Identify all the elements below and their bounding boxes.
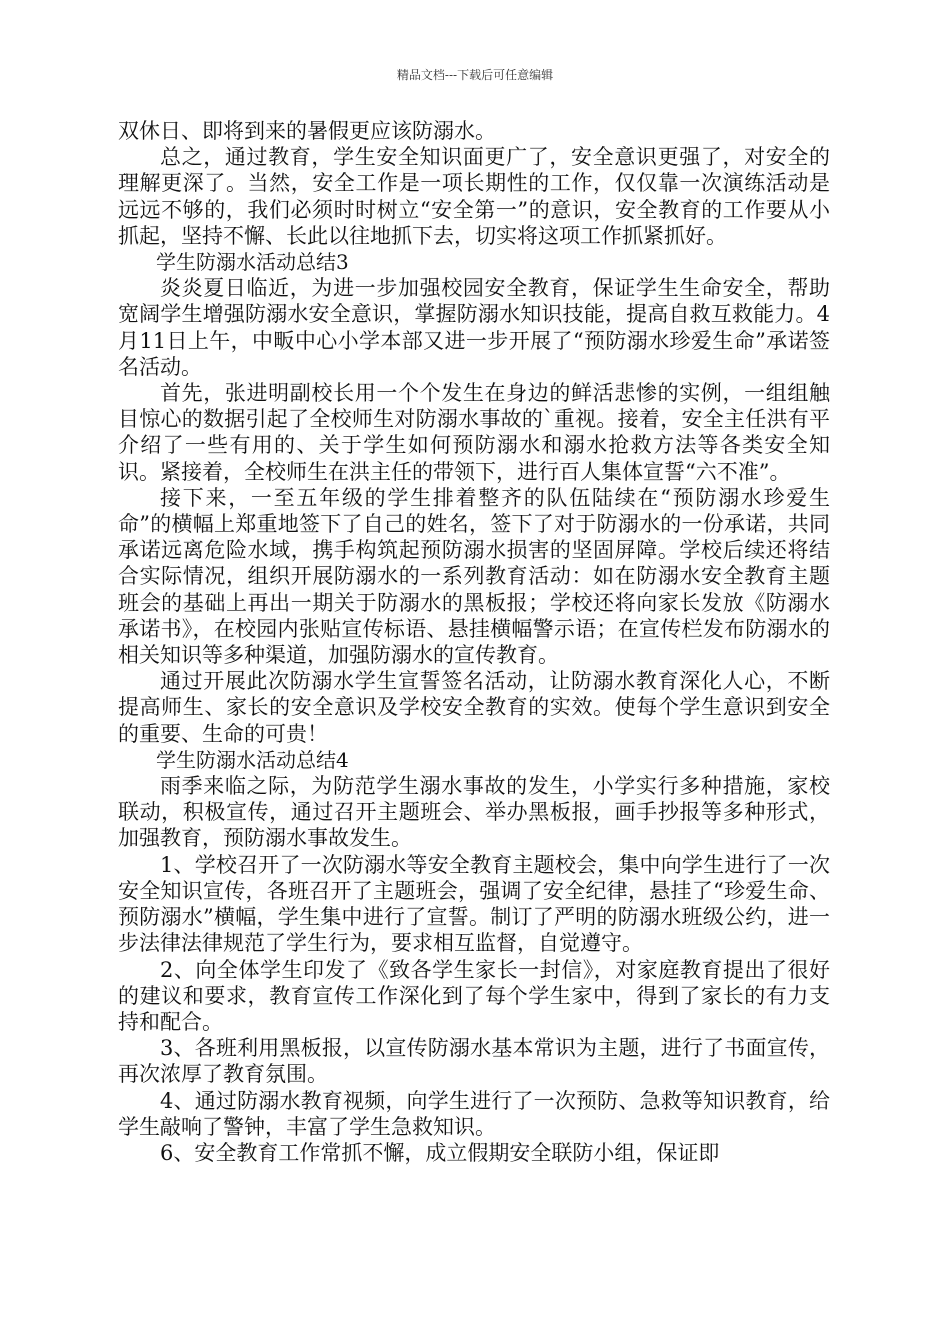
paragraph: 首先，张进明副校长用一个个发生在身边的鲜活悲惨的实例，一组组触目惊心的数据引起了全校师生对防溺水事故的`重视。接着，安全主任洪有平介绍了一些有用的、关于学生如何预防溺水和溺水抢救方法等各类安全知识。紧接着，全校师生在洪主任的带领下，进行百人集体宣誓“六不准”。 (118, 381, 830, 484)
paragraph: 6、安全教育工作常抓不懈，成立假期安全联防小组，保证即 (160, 1140, 720, 1165)
paragraph: 炎炎夏日临近，为进一步加强校园安全教育，保证学生生命安全，帮助宽阔学生增强防溺水安全意识，掌握防溺水知识技能，提高自救互救能力。4月11日上午，中畈中心小学本部又进一步开展了“预防溺水珍爱生命”承诺签名活动。 (118, 276, 830, 379)
document-body (118, 118, 830, 1166)
paragraph: 雨季来临之际，为防范学生溺水事故的发生，小学实行多种措施，家校联动，积极宣传，通过召开主题班会、举办黑板报，画手抄报等多种形式，加强教育，预防溺水事故发生。 (118, 774, 830, 851)
paragraph: 4、通过防溺水教育视频，向学生进行了一次预防、急救等知识教育，给学生敲响了警钟，丰富了学生急救知识。 (118, 1088, 830, 1139)
paragraph: 总之，通过教育，学生安全知识面更广了，安全意识更强了，对安全的理解更深了。当然，安全工作是一项长期性的工作，仅仅靠一次演练活动是远远不够的，我们必须时时树立“安全第一”的意识，安全教育的工作要从小抓起，坚持不懈、长此以往地抓下去，切实将这项工作抓紧抓好。 (118, 145, 830, 248)
paragraph: 双休日、即将到来的暑假更应该防溺水。 (118, 119, 496, 143)
paragraph: 3、各班利用黑板报，以宣传防溺水基本常识为主题，进行了书面宣传，再次浓厚了教育氛围。 (118, 1036, 830, 1087)
paragraph: 2、向全体学生印发了《致各学生家长一封信》，对家庭教育提出了很好的建议和要求，教育宣传工作深化到了每个学生家中，得到了家长的有力支持和配合。 (118, 957, 830, 1034)
section-heading: 学生防溺水活动总结4 (156, 747, 349, 772)
paragraph: 通过开展此次防溺水学生宣誓签名活动，让防溺水教育深化人心，不断提高师生、家长的安全意识及学校安全教育的实效。使每个学生意识到安全的重要、生命的可贵！ (118, 669, 830, 746)
paragraph: 接下来，一至五年级的学生排着整齐的队伍陆续在“预防溺水珍爱生命”的横幅上郑重地签下了自己的姓名，签下了对于防溺水的一份承诺，共同承诺远离危险水域，携手构筑起预防溺水损害的坚固屏障。学校后续还将结合实际情况，组织开展防溺水的一系列教育活动：如在防溺水安全教育主题班会的基础上再出一期关于防溺水的黑板报；学校还将向家长发放《防溺水承诺书》，在校园内张贴宣传标语、悬挂横幅警示语；在宣传栏发布防溺水的相关知识等多种渠道，加强防溺水的宣传教育。 (118, 485, 830, 668)
section-heading: 学生防溺水活动总结3 (156, 250, 349, 275)
paragraph: 1、学校召开了一次防溺水等安全教育主题校会，集中向学生进行了一次安全知识宣传，各班召开了主题班会，强调了安全纪律，悬挂了“珍爱生命、预防溺水”横幅，学生集中进行了宣誓。制订了严明的防溺水班级公约，进一步法律法律规范了学生行为，要求相互监督，自觉遵守。 (118, 852, 830, 956)
page-header: 精品文档---下载后可任意编辑 (396, 68, 554, 82)
